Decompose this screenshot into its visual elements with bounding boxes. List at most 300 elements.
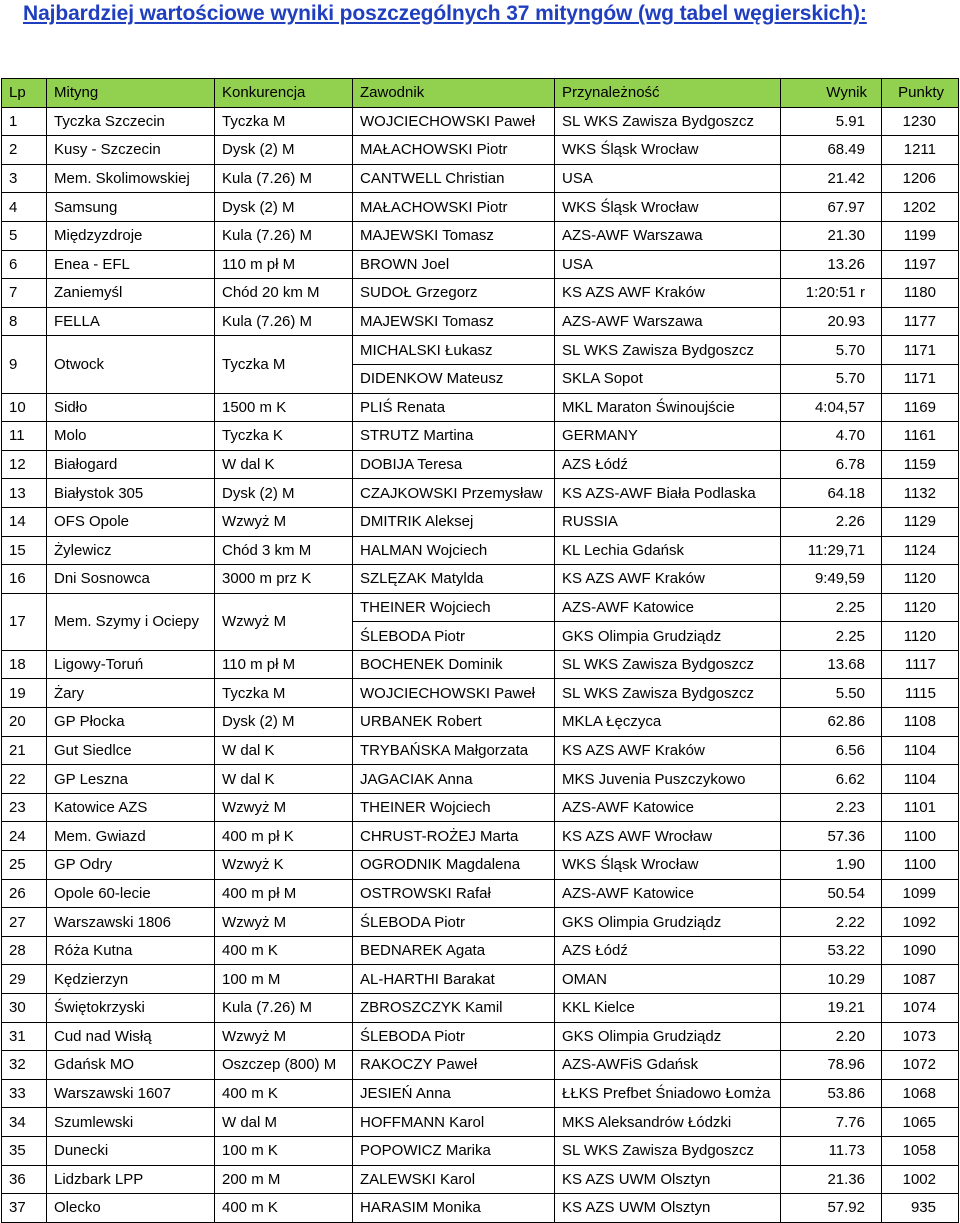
cell-wynik: 64.18 — [781, 479, 882, 508]
cell-punkty: 1169 — [882, 393, 959, 422]
cell-przynaleznosc: AZS-AWFiS Gdańsk — [555, 1051, 781, 1080]
cell-lp: 27 — [2, 908, 47, 937]
cell-zawodnik: MAJEWSKI Tomasz — [353, 307, 555, 336]
cell-wynik: 11.73 — [781, 1136, 882, 1165]
cell-mityng: Enea - EFL — [47, 250, 215, 279]
cell-konkurencja: Dysk (2) M — [215, 136, 353, 165]
table-row — [2, 307, 959, 336]
cell-konkurencja: Tyczka M — [215, 336, 353, 393]
cell-przynaleznosc: MKS Juvenia Puszczykowo — [555, 765, 781, 794]
header-lp: Lp — [2, 79, 47, 108]
cell-konkurencja: Tyczka M — [215, 679, 353, 708]
cell-konkurencja: W dal M — [215, 1108, 353, 1137]
cell-wynik: 11:29,71 — [781, 536, 882, 565]
cell-zawodnik: MAŁACHOWSKI Piotr — [353, 136, 555, 165]
cell-mityng: Olecko — [47, 1194, 215, 1223]
header-mityng: Mityng — [47, 79, 215, 108]
cell-lp: 10 — [2, 393, 47, 422]
cell-mityng: FELLA — [47, 307, 215, 336]
cell-konkurencja: W dal K — [215, 736, 353, 765]
cell-punkty: 935 — [882, 1194, 959, 1223]
cell-punkty: 1074 — [882, 994, 959, 1023]
cell-przynaleznosc: SL WKS Zawisza Bydgoszcz — [555, 679, 781, 708]
cell-konkurencja: Tyczka M — [215, 107, 353, 136]
cell-lp: 2 — [2, 136, 47, 165]
table-row — [2, 1079, 959, 1108]
cell-konkurencja: 400 m K — [215, 1079, 353, 1108]
header-punkty: Punkty — [882, 79, 959, 108]
cell-zawodnik: SUDOŁ Grzegorz — [353, 279, 555, 308]
cell-przynaleznosc: GERMANY — [555, 422, 781, 451]
cell-zawodnik: THEINER Wojciech — [353, 793, 555, 822]
cell-wynik: 5.50 — [781, 679, 882, 708]
cell-lp: 26 — [2, 879, 47, 908]
header-row — [2, 79, 959, 108]
table-row — [2, 1108, 959, 1137]
cell-mityng: Białystok 305 — [47, 479, 215, 508]
cell-punkty: 1177 — [882, 307, 959, 336]
cell-przynaleznosc: AZS-AWF Katowice — [555, 593, 781, 622]
cell-wynik: 4.70 — [781, 422, 882, 451]
cell-wynik: 50.54 — [781, 879, 882, 908]
cell-mityng: Międzyzdroje — [47, 221, 215, 250]
cell-lp: 19 — [2, 679, 47, 708]
table-row — [2, 1022, 959, 1051]
cell-mityng: Dunecki — [47, 1136, 215, 1165]
table-row — [2, 1051, 959, 1080]
cell-zawodnik: CANTWELL Christian — [353, 164, 555, 193]
cell-lp: 31 — [2, 1022, 47, 1051]
cell-wynik: 53.22 — [781, 936, 882, 965]
cell-przynaleznosc: KS AZS AWF Kraków — [555, 736, 781, 765]
cell-przynaleznosc: AZS Łódź — [555, 936, 781, 965]
cell-mityng: Białogard — [47, 450, 215, 479]
table-row — [2, 479, 959, 508]
cell-przynaleznosc: AZS-AWF Warszawa — [555, 307, 781, 336]
table-row — [2, 136, 959, 165]
table-row — [2, 708, 959, 737]
cell-lp: 12 — [2, 450, 47, 479]
cell-lp: 7 — [2, 279, 47, 308]
cell-mityng: Opole 60-lecie — [47, 879, 215, 908]
cell-przynaleznosc: OMAN — [555, 965, 781, 994]
cell-przynaleznosc: WKS Śląsk Wrocław — [555, 193, 781, 222]
cell-zawodnik: POPOWICZ Marika — [353, 1136, 555, 1165]
cell-lp: 34 — [2, 1108, 47, 1137]
page-title: Najbardziej wartościowe wyniki poszczególnych 37 mityngów (wg tabel węgierskich): — [23, 2, 867, 25]
cell-lp: 30 — [2, 994, 47, 1023]
cell-punkty: 1104 — [882, 736, 959, 765]
table-row — [2, 793, 959, 822]
cell-zawodnik: HARASIM Monika — [353, 1194, 555, 1223]
cell-wynik: 1.90 — [781, 851, 882, 880]
cell-punkty: 1117 — [882, 650, 959, 679]
cell-wynik: 78.96 — [781, 1051, 882, 1080]
table-row — [2, 193, 959, 222]
cell-konkurencja: 400 m pł K — [215, 822, 353, 851]
cell-punkty: 1120 — [882, 565, 959, 594]
cell-przynaleznosc: KS AZS AWF Wrocław — [555, 822, 781, 851]
table-row — [2, 1136, 959, 1165]
cell-konkurencja: Chód 3 km M — [215, 536, 353, 565]
cell-przynaleznosc: AZS-AWF Warszawa — [555, 221, 781, 250]
cell-wynik: 10.29 — [781, 965, 882, 994]
cell-wynik: 2.23 — [781, 793, 882, 822]
cell-konkurencja: 200 m M — [215, 1165, 353, 1194]
cell-mityng: OFS Opole — [47, 507, 215, 536]
cell-mityng: Sidło — [47, 393, 215, 422]
cell-zawodnik: HALMAN Wojciech — [353, 536, 555, 565]
cell-zawodnik: WOJCIECHOWSKI Paweł — [353, 107, 555, 136]
cell-zawodnik: TRYBAŃSKA Małgorzata — [353, 736, 555, 765]
cell-przynaleznosc: AZS Łódź — [555, 450, 781, 479]
cell-przynaleznosc: MKS Aleksandrów Łódzki — [555, 1108, 781, 1137]
cell-zawodnik: CHRUST-ROŻEJ Marta — [353, 822, 555, 851]
cell-lp: 24 — [2, 822, 47, 851]
cell-lp: 15 — [2, 536, 47, 565]
cell-wynik: 2.26 — [781, 507, 882, 536]
cell-lp: 18 — [2, 650, 47, 679]
table-row — [2, 536, 959, 565]
cell-lp: 5 — [2, 221, 47, 250]
cell-zawodnik: ŚLEBODA Piotr — [353, 908, 555, 937]
table-row — [2, 1165, 959, 1194]
cell-konkurencja: Dysk (2) M — [215, 479, 353, 508]
cell-konkurencja: Wzwyż K — [215, 851, 353, 880]
header-konkurencja: Konkurencja — [215, 79, 353, 108]
cell-punkty: 1065 — [882, 1108, 959, 1137]
cell-punkty: 1230 — [882, 107, 959, 136]
cell-przynaleznosc: GKS Olimpia Grudziądz — [555, 908, 781, 937]
cell-punkty: 1132 — [882, 479, 959, 508]
cell-konkurencja: Chód 20 km M — [215, 279, 353, 308]
cell-punkty: 1058 — [882, 1136, 959, 1165]
cell-przynaleznosc: KS AZS UWM Olsztyn — [555, 1194, 781, 1223]
cell-punkty: 1206 — [882, 164, 959, 193]
cell-lp: 3 — [2, 164, 47, 193]
table-row — [2, 422, 959, 451]
table-row — [2, 565, 959, 594]
cell-mityng: Warszawski 1806 — [47, 908, 215, 937]
cell-konkurencja: Kula (7.26) M — [215, 164, 353, 193]
cell-wynik: 2.25 — [781, 622, 882, 651]
table-row — [2, 736, 959, 765]
table-row — [2, 221, 959, 250]
cell-punkty: 1159 — [882, 450, 959, 479]
table-row — [2, 1194, 959, 1223]
cell-przynaleznosc: SL WKS Zawisza Bydgoszcz — [555, 336, 781, 365]
table-row — [2, 250, 959, 279]
cell-zawodnik: AL-HARTHI Barakat — [353, 965, 555, 994]
cell-konkurencja: Kula (7.26) M — [215, 221, 353, 250]
cell-punkty: 1101 — [882, 793, 959, 822]
cell-zawodnik: WOJCIECHOWSKI Paweł — [353, 679, 555, 708]
cell-zawodnik: ŚLEBODA Piotr — [353, 622, 555, 651]
cell-wynik: 13.68 — [781, 650, 882, 679]
cell-zawodnik: DIDENKOW Mateusz — [353, 364, 555, 393]
cell-wynik: 6.78 — [781, 450, 882, 479]
cell-przynaleznosc: USA — [555, 164, 781, 193]
cell-zawodnik: OSTROWSKI Rafał — [353, 879, 555, 908]
cell-zawodnik: JESIEŃ Anna — [353, 1079, 555, 1108]
cell-zawodnik: BOCHENEK Dominik — [353, 650, 555, 679]
cell-wynik: 62.86 — [781, 708, 882, 737]
cell-przynaleznosc: WKS Śląsk Wrocław — [555, 851, 781, 880]
cell-zawodnik: HOFFMANN Karol — [353, 1108, 555, 1137]
cell-punkty: 1087 — [882, 965, 959, 994]
cell-punkty: 1211 — [882, 136, 959, 165]
cell-lp: 11 — [2, 422, 47, 451]
cell-przynaleznosc: USA — [555, 250, 781, 279]
cell-zawodnik: ZALEWSKI Karol — [353, 1165, 555, 1194]
cell-zawodnik: DOBIJA Teresa — [353, 450, 555, 479]
table-header — [2, 79, 959, 108]
cell-mityng: GP Płocka — [47, 708, 215, 737]
cell-lp: 14 — [2, 507, 47, 536]
cell-lp: 13 — [2, 479, 47, 508]
cell-przynaleznosc: SL WKS Zawisza Bydgoszcz — [555, 107, 781, 136]
table-row — [2, 164, 959, 193]
cell-punkty: 1202 — [882, 193, 959, 222]
cell-zawodnik: URBANEK Robert — [353, 708, 555, 737]
cell-punkty: 1120 — [882, 622, 959, 651]
cell-punkty: 1068 — [882, 1079, 959, 1108]
cell-mityng: Zaniemyśl — [47, 279, 215, 308]
cell-lp: 28 — [2, 936, 47, 965]
cell-przynaleznosc: GKS Olimpia Grudziądz — [555, 622, 781, 651]
table-row — [2, 393, 959, 422]
cell-wynik: 6.56 — [781, 736, 882, 765]
header-zawodnik: Zawodnik — [353, 79, 555, 108]
cell-konkurencja: Wzwyż M — [215, 908, 353, 937]
header-przynaleznosc: Przynależność — [555, 79, 781, 108]
cell-wynik: 2.20 — [781, 1022, 882, 1051]
cell-wynik: 7.76 — [781, 1108, 882, 1137]
table-row — [2, 450, 959, 479]
cell-punkty: 1002 — [882, 1165, 959, 1194]
cell-wynik: 6.62 — [781, 765, 882, 794]
cell-mityng: Mem. Gwiazd — [47, 822, 215, 851]
cell-punkty: 1100 — [882, 822, 959, 851]
cell-konkurencja: Wzwyż M — [215, 1022, 353, 1051]
cell-konkurencja: 110 m pł M — [215, 650, 353, 679]
cell-mityng: Ligowy-Toruń — [47, 650, 215, 679]
cell-wynik: 5.70 — [781, 364, 882, 393]
cell-mityng: GP Leszna — [47, 765, 215, 794]
table-row — [2, 822, 959, 851]
cell-konkurencja: Tyczka K — [215, 422, 353, 451]
cell-lp: 20 — [2, 708, 47, 737]
cell-konkurencja: W dal K — [215, 765, 353, 794]
cell-mityng: Mem. Szymy i Ociepy — [47, 593, 215, 650]
cell-punkty: 1180 — [882, 279, 959, 308]
cell-mityng: Szumlewski — [47, 1108, 215, 1137]
cell-konkurencja: 1500 m K — [215, 393, 353, 422]
cell-zawodnik: ZBROSZCZYK Kamil — [353, 994, 555, 1023]
cell-mityng: Żylewicz — [47, 536, 215, 565]
cell-konkurencja: 110 m pł M — [215, 250, 353, 279]
cell-lp: 9 — [2, 336, 47, 393]
cell-punkty: 1090 — [882, 936, 959, 965]
table-row — [2, 507, 959, 536]
cell-mityng: Żary — [47, 679, 215, 708]
cell-punkty: 1171 — [882, 364, 959, 393]
cell-wynik: 21.42 — [781, 164, 882, 193]
cell-mityng: Molo — [47, 422, 215, 451]
cell-punkty: 1092 — [882, 908, 959, 937]
cell-zawodnik: STRUTZ Martina — [353, 422, 555, 451]
cell-mityng: Otwock — [47, 336, 215, 393]
cell-punkty: 1120 — [882, 593, 959, 622]
cell-konkurencja: 100 m M — [215, 965, 353, 994]
table-row — [2, 908, 959, 937]
cell-przynaleznosc: GKS Olimpia Grudziądz — [555, 1022, 781, 1051]
cell-punkty: 1072 — [882, 1051, 959, 1080]
cell-przynaleznosc: AZS-AWF Katowice — [555, 879, 781, 908]
table-body — [2, 107, 959, 1222]
cell-mityng: Róża Kutna — [47, 936, 215, 965]
cell-konkurencja: Wzwyż M — [215, 793, 353, 822]
cell-wynik: 4:04,57 — [781, 393, 882, 422]
cell-konkurencja: Wzwyż M — [215, 507, 353, 536]
cell-konkurencja: Oszczep (800) M — [215, 1051, 353, 1080]
cell-zawodnik: BROWN Joel — [353, 250, 555, 279]
table-row — [2, 336, 959, 365]
cell-wynik: 67.97 — [781, 193, 882, 222]
cell-wynik: 19.21 — [781, 994, 882, 1023]
table-row — [2, 593, 959, 622]
cell-punkty: 1073 — [882, 1022, 959, 1051]
cell-konkurencja: Wzwyż M — [215, 593, 353, 650]
table-row — [2, 279, 959, 308]
cell-zawodnik: MICHALSKI Łukasz — [353, 336, 555, 365]
cell-przynaleznosc: SL WKS Zawisza Bydgoszcz — [555, 650, 781, 679]
cell-konkurencja: W dal K — [215, 450, 353, 479]
cell-przynaleznosc: KS AZS AWF Kraków — [555, 279, 781, 308]
cell-konkurencja: 100 m K — [215, 1136, 353, 1165]
cell-mityng: Kusy - Szczecin — [47, 136, 215, 165]
cell-mityng: Gut Siedlce — [47, 736, 215, 765]
cell-lp: 22 — [2, 765, 47, 794]
cell-lp: 1 — [2, 107, 47, 136]
cell-wynik: 2.25 — [781, 593, 882, 622]
cell-wynik: 5.91 — [781, 107, 882, 136]
cell-konkurencja: 400 m pł M — [215, 879, 353, 908]
table-row — [2, 765, 959, 794]
cell-zawodnik: MAŁACHOWSKI Piotr — [353, 193, 555, 222]
cell-lp: 17 — [2, 593, 47, 650]
table-row — [2, 107, 959, 136]
cell-wynik: 13.26 — [781, 250, 882, 279]
cell-wynik: 2.22 — [781, 908, 882, 937]
cell-lp: 25 — [2, 851, 47, 880]
cell-zawodnik: MAJEWSKI Tomasz — [353, 221, 555, 250]
table-row — [2, 851, 959, 880]
cell-zawodnik: BEDNAREK Agata — [353, 936, 555, 965]
cell-zawodnik: CZAJKOWSKI Przemysław — [353, 479, 555, 508]
cell-wynik: 53.86 — [781, 1079, 882, 1108]
table-row — [2, 650, 959, 679]
table-row — [2, 936, 959, 965]
cell-mityng: Warszawski 1607 — [47, 1079, 215, 1108]
cell-przynaleznosc: MKLA Łęczyca — [555, 708, 781, 737]
table-row — [2, 679, 959, 708]
cell-konkurencja: 3000 m prz K — [215, 565, 353, 594]
cell-mityng: Gdańsk MO — [47, 1051, 215, 1080]
cell-mityng: Cud nad Wisłą — [47, 1022, 215, 1051]
cell-lp: 33 — [2, 1079, 47, 1108]
cell-konkurencja: Dysk (2) M — [215, 708, 353, 737]
cell-konkurencja: Kula (7.26) M — [215, 994, 353, 1023]
cell-przynaleznosc: WKS Śląsk Wrocław — [555, 136, 781, 165]
cell-zawodnik: OGRODNIK Magdalena — [353, 851, 555, 880]
table-row — [2, 965, 959, 994]
cell-punkty: 1104 — [882, 765, 959, 794]
cell-wynik: 20.93 — [781, 307, 882, 336]
cell-lp: 37 — [2, 1194, 47, 1223]
cell-wynik: 1:20:51 r — [781, 279, 882, 308]
cell-przynaleznosc: KS AZS AWF Kraków — [555, 565, 781, 594]
cell-zawodnik: JAGACIAK Anna — [353, 765, 555, 794]
cell-przynaleznosc: SL WKS Zawisza Bydgoszcz — [555, 1136, 781, 1165]
cell-mityng: Mem. Skolimowskiej — [47, 164, 215, 193]
cell-przynaleznosc: KKL Kielce — [555, 994, 781, 1023]
cell-punkty: 1100 — [882, 851, 959, 880]
cell-przynaleznosc: SKLA Sopot — [555, 364, 781, 393]
cell-punkty: 1124 — [882, 536, 959, 565]
cell-zawodnik: THEINER Wojciech — [353, 593, 555, 622]
cell-lp: 4 — [2, 193, 47, 222]
cell-mityng: Kędzierzyn — [47, 965, 215, 994]
cell-wynik: 57.92 — [781, 1194, 882, 1223]
cell-lp: 36 — [2, 1165, 47, 1194]
cell-przynaleznosc: RUSSIA — [555, 507, 781, 536]
cell-przynaleznosc: ŁŁKS Prefbet Śniadowo Łomża — [555, 1079, 781, 1108]
cell-punkty: 1129 — [882, 507, 959, 536]
cell-lp: 6 — [2, 250, 47, 279]
cell-zawodnik: PLIŚ Renata — [353, 393, 555, 422]
cell-mityng: Świętokrzyski — [47, 994, 215, 1023]
cell-zawodnik: SZLĘZAK Matylda — [353, 565, 555, 594]
cell-konkurencja: Kula (7.26) M — [215, 307, 353, 336]
cell-przynaleznosc: KS AZS-AWF Biała Podlaska — [555, 479, 781, 508]
cell-wynik: 5.70 — [781, 336, 882, 365]
cell-punkty: 1108 — [882, 708, 959, 737]
cell-przynaleznosc: MKL Maraton Świnoujście — [555, 393, 781, 422]
cell-mityng: GP Odry — [47, 851, 215, 880]
cell-konkurencja: 400 m K — [215, 1194, 353, 1223]
cell-lp: 16 — [2, 565, 47, 594]
cell-wynik: 21.30 — [781, 221, 882, 250]
cell-zawodnik: ŚLEBODA Piotr — [353, 1022, 555, 1051]
cell-lp: 23 — [2, 793, 47, 822]
cell-wynik: 21.36 — [781, 1165, 882, 1194]
cell-punkty: 1115 — [882, 679, 959, 708]
cell-przynaleznosc: KL Lechia Gdańsk — [555, 536, 781, 565]
cell-punkty: 1197 — [882, 250, 959, 279]
cell-mityng: Tyczka Szczecin — [47, 107, 215, 136]
table-row — [2, 879, 959, 908]
cell-punkty: 1171 — [882, 336, 959, 365]
cell-wynik: 57.36 — [781, 822, 882, 851]
cell-zawodnik: DMITRIK Aleksej — [353, 507, 555, 536]
header-wynik: Wynik — [781, 79, 882, 108]
cell-lp: 32 — [2, 1051, 47, 1080]
cell-lp: 35 — [2, 1136, 47, 1165]
cell-punkty: 1199 — [882, 221, 959, 250]
cell-punkty: 1099 — [882, 879, 959, 908]
results-table — [1, 78, 959, 1223]
